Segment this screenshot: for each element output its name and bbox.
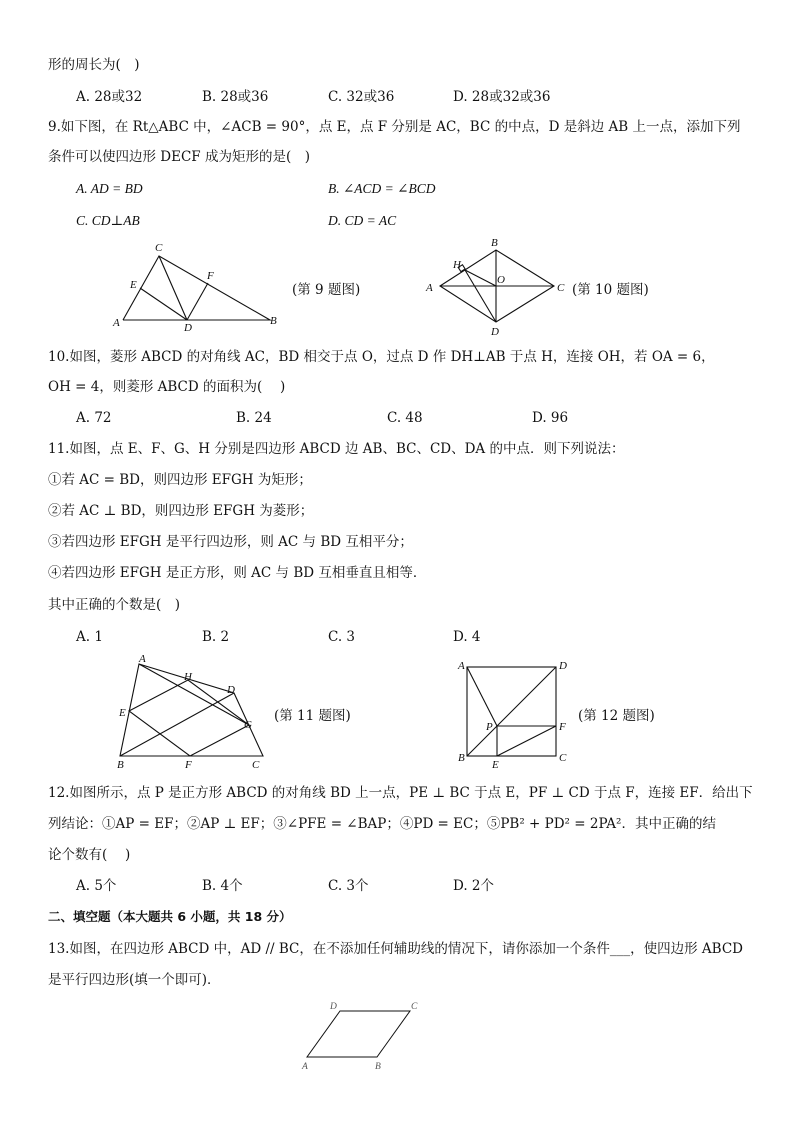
q10-label-a: A xyxy=(426,282,433,294)
q10-option-d: D. 96 xyxy=(532,410,569,426)
q11-label-d: D xyxy=(227,684,235,696)
q11-label-f: F xyxy=(185,759,192,771)
q11-statement-3: ③若四边形 EFGH 是平行四边形，则 AC 与 BD 互相平分； xyxy=(48,534,413,550)
q8-option-a: A. 28或32 xyxy=(76,89,143,105)
q11-caption: (第 11 题图) xyxy=(274,708,351,724)
q9-label-f: F xyxy=(207,270,214,282)
q11-statement-4: ④若四边形 EFGH 是正方形，则 AC 与 BD 互相垂直且相等． xyxy=(48,565,427,581)
q8-option-b: B. 28或36 xyxy=(202,89,269,105)
q10-stem-line2: OH = 4，则菱形 ABCD 的面积为( ) xyxy=(48,379,286,395)
q11-statement-2: ②若 AC ⊥ BD，则四边形 EFGH 为菱形； xyxy=(48,503,314,519)
q12-caption: (第 12 题图) xyxy=(578,708,655,724)
q8-option-c: C. 32或36 xyxy=(328,89,395,105)
q10-option-c: C. 48 xyxy=(387,410,423,426)
q11-label-a: A xyxy=(139,653,146,665)
q9-label-b: B xyxy=(270,315,277,327)
q11-statement-1: ①若 AC = BD，则四边形 EFGH 为矩形； xyxy=(48,472,312,488)
q8-tail: 形的周长为( ) xyxy=(48,57,140,73)
q12-label-f: F xyxy=(559,721,566,733)
q10-caption: (第 10 题图) xyxy=(572,282,649,298)
q12-option-b: B. 4个 xyxy=(202,878,243,894)
q9-option-a: A. AD = BD xyxy=(76,181,143,196)
q10-label-c: C xyxy=(557,282,565,294)
q11-label-g: G xyxy=(244,719,252,731)
q12-stem-line3: 论个数有( ) xyxy=(48,847,131,863)
q9-option-d: D. CD = AC xyxy=(328,213,397,228)
q12-option-a: A. 5个 xyxy=(76,878,117,894)
q9-label-a: A xyxy=(113,317,120,329)
q9-label-e: E xyxy=(130,279,137,291)
q9-option-c: C. CD⊥AB xyxy=(76,213,140,228)
q13-stem-line1: 13.如图，在四边形 ABCD 中，AD // BC，在不添加任何辅助线的情况下，请你添加一个条件___，使四边形 ABCD xyxy=(48,941,743,957)
q10-label-b: B xyxy=(491,237,498,249)
q12-option-d: D. 2个 xyxy=(453,878,495,894)
q10-option-b: B. 24 xyxy=(236,410,272,426)
q13-label-a: A xyxy=(302,1062,308,1072)
q9-label-d: D xyxy=(184,322,192,334)
q12-label-e: E xyxy=(492,759,499,771)
q10-label-o: O xyxy=(497,274,505,286)
q11-option-b: B. 2 xyxy=(202,629,230,645)
q11-option-a: A. 1 xyxy=(76,629,103,645)
q12-label-b: B xyxy=(458,752,465,764)
q13-stem-line2: 是平行四边形(填一个即可)． xyxy=(48,972,221,988)
q9-stem-line2: 条件可以使四边形 DECF 成为矩形的是( ) xyxy=(48,149,310,165)
q11-question: 其中正确的个数是( ) xyxy=(48,597,181,613)
q9-caption: (第 9 题图) xyxy=(292,282,361,298)
q12-option-c: C. 3个 xyxy=(328,878,369,894)
q12-label-p: P xyxy=(486,721,493,733)
q11-label-h: H xyxy=(184,671,192,683)
q8-option-d: D. 28或32或36 xyxy=(453,89,551,105)
q12-label-a: A xyxy=(458,660,465,672)
q11-label-c: C xyxy=(252,759,260,771)
q12-stem-line2: 列结论：①AP = EF；②AP ⊥ EF；③∠PFE = ∠BAP；④PD = EC；⑤PB² + PD² = 2PA²．其中正确的结 xyxy=(48,816,716,832)
section-2-heading: 二、填空题（本大题共 6 小题，共 18 分） xyxy=(48,909,292,924)
q11-stem: 11.如图，点 E、F、G、H 分别是四边形 ABCD 边 AB、BC、CD、DA 的中点．则下列说法： xyxy=(48,441,625,457)
q13-label-b: B xyxy=(375,1062,381,1072)
q10-label-h: H xyxy=(453,259,461,271)
q9-option-b: B. ∠ACD = ∠BCD xyxy=(328,181,436,196)
q9-stem-line1: 9.如下图，在 Rt△ABC 中，∠ACB = 90°，点 E，点 F 分别是 AC，BC 的中点，D 是斜边 AB 上一点，添加下列 xyxy=(48,119,741,135)
q12-label-c: C xyxy=(559,752,567,764)
q9-label-c: C xyxy=(155,242,163,254)
q10-label-d: D xyxy=(491,326,499,338)
q12-label-d: D xyxy=(559,660,567,672)
q11-option-c: C. 3 xyxy=(328,629,356,645)
q10-stem-line1: 10.如图，菱形 ABCD 的对角线 AC，BD 相交于点 O，过点 D 作 DH⊥AB 于点 H，连接 OH，若 OA = 6， xyxy=(48,349,715,365)
q11-option-d: D. 4 xyxy=(453,629,481,645)
q13-label-c: C xyxy=(411,1002,418,1012)
q13-label-d: D xyxy=(330,1002,337,1012)
q11-label-b: B xyxy=(117,759,124,771)
q10-option-a: A. 72 xyxy=(76,410,112,426)
q12-stem-line1: 12.如图所示，点 P 是正方形 ABCD 的对角线 BD 上一点，PE ⊥ BC 于点 E，PF ⊥ CD 于点 F，连接 EF．给出下 xyxy=(48,785,753,801)
q11-label-e: E xyxy=(119,707,126,719)
